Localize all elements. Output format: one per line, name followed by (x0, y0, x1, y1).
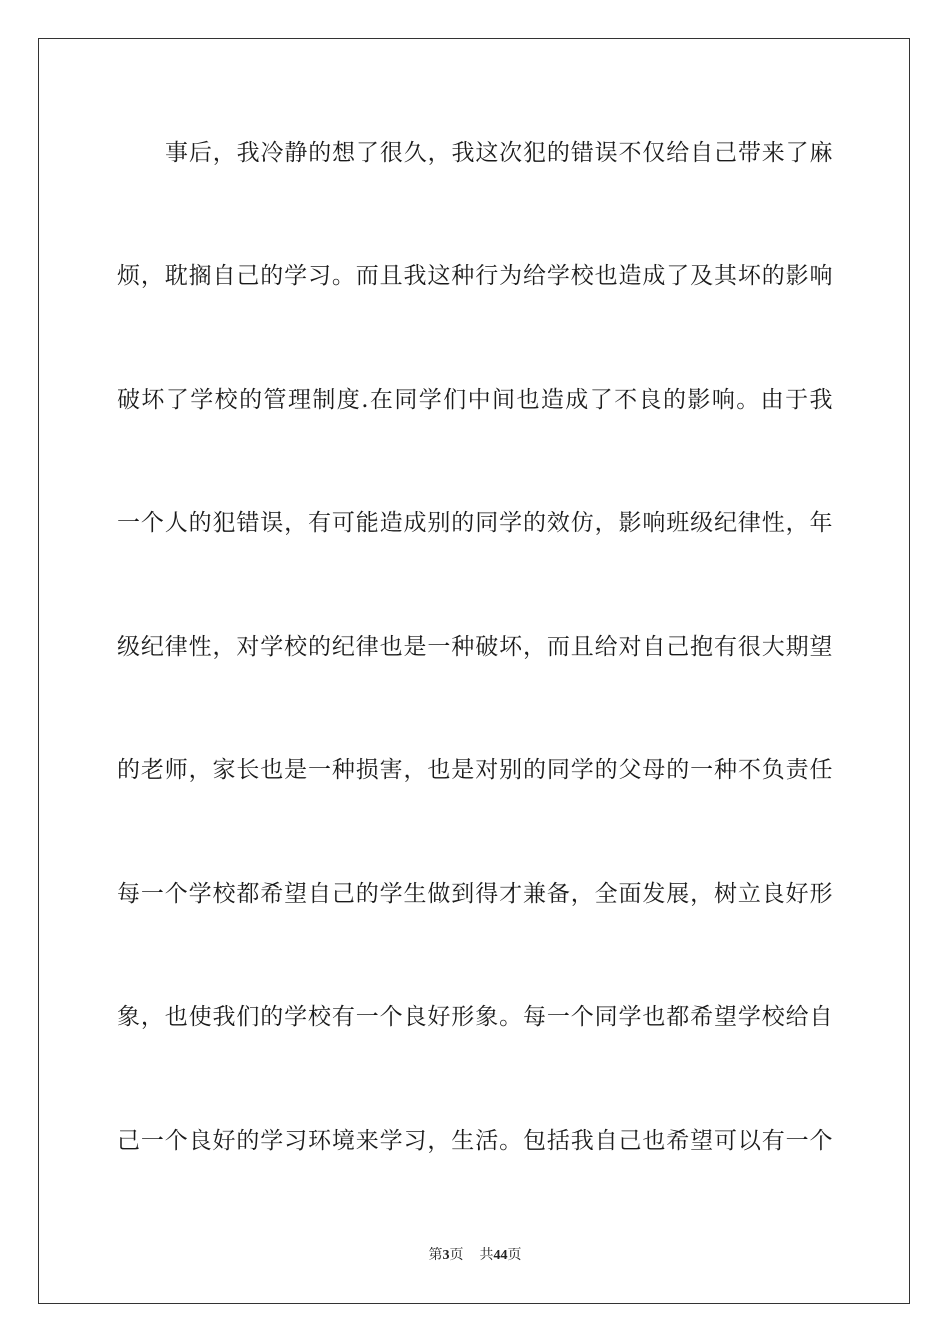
current-page-number: 3 (442, 1248, 450, 1263)
page-footer (0, 1246, 950, 1265)
paragraph-line-2: 烦，耽搁自己的学习。而且我这种行为给学校也造成了及其坏的影响 (117, 263, 833, 289)
paragraph-line-5: 级纪律性，对学校的纪律也是一种破坏，而且给对自己抱有很大期望 (117, 634, 833, 660)
paragraph-line-7: 每一个学校都希望自己的学生做到得才兼备，全面发展，树立良好形 (117, 881, 833, 907)
total-prefix: 共 (479, 1247, 494, 1263)
paragraph-line-9: 己一个良好的学习环境来学习，生活。包括我自己也希望可以有一个 (117, 1128, 833, 1154)
page-prefix: 第 (428, 1247, 443, 1263)
total-page-count: 44 (493, 1248, 508, 1263)
paragraph-line-4: 一个人的犯错误，有可能造成别的同学的效仿，影响班级纪律性，年 (117, 510, 833, 536)
page-suffix: 页 (449, 1247, 464, 1263)
total-suffix: 页 (507, 1247, 522, 1263)
paragraph-line-3: 破坏了学校的管理制度.在同学们中间也造成了不良的影响。由于我 (117, 387, 833, 413)
paragraph-line-8: 象，也使我们的学校有一个良好形象。每一个同学也都希望学校给自 (117, 1004, 833, 1030)
paragraph-line-6: 的老师，家长也是一种损害，也是对别的同学的父母的一种不负责任 (117, 757, 833, 783)
page-border (38, 38, 910, 1304)
paragraph-line-1: 事后，我冷静的想了很久，我这次犯的错误不仅给自己带来了麻 (165, 140, 833, 166)
